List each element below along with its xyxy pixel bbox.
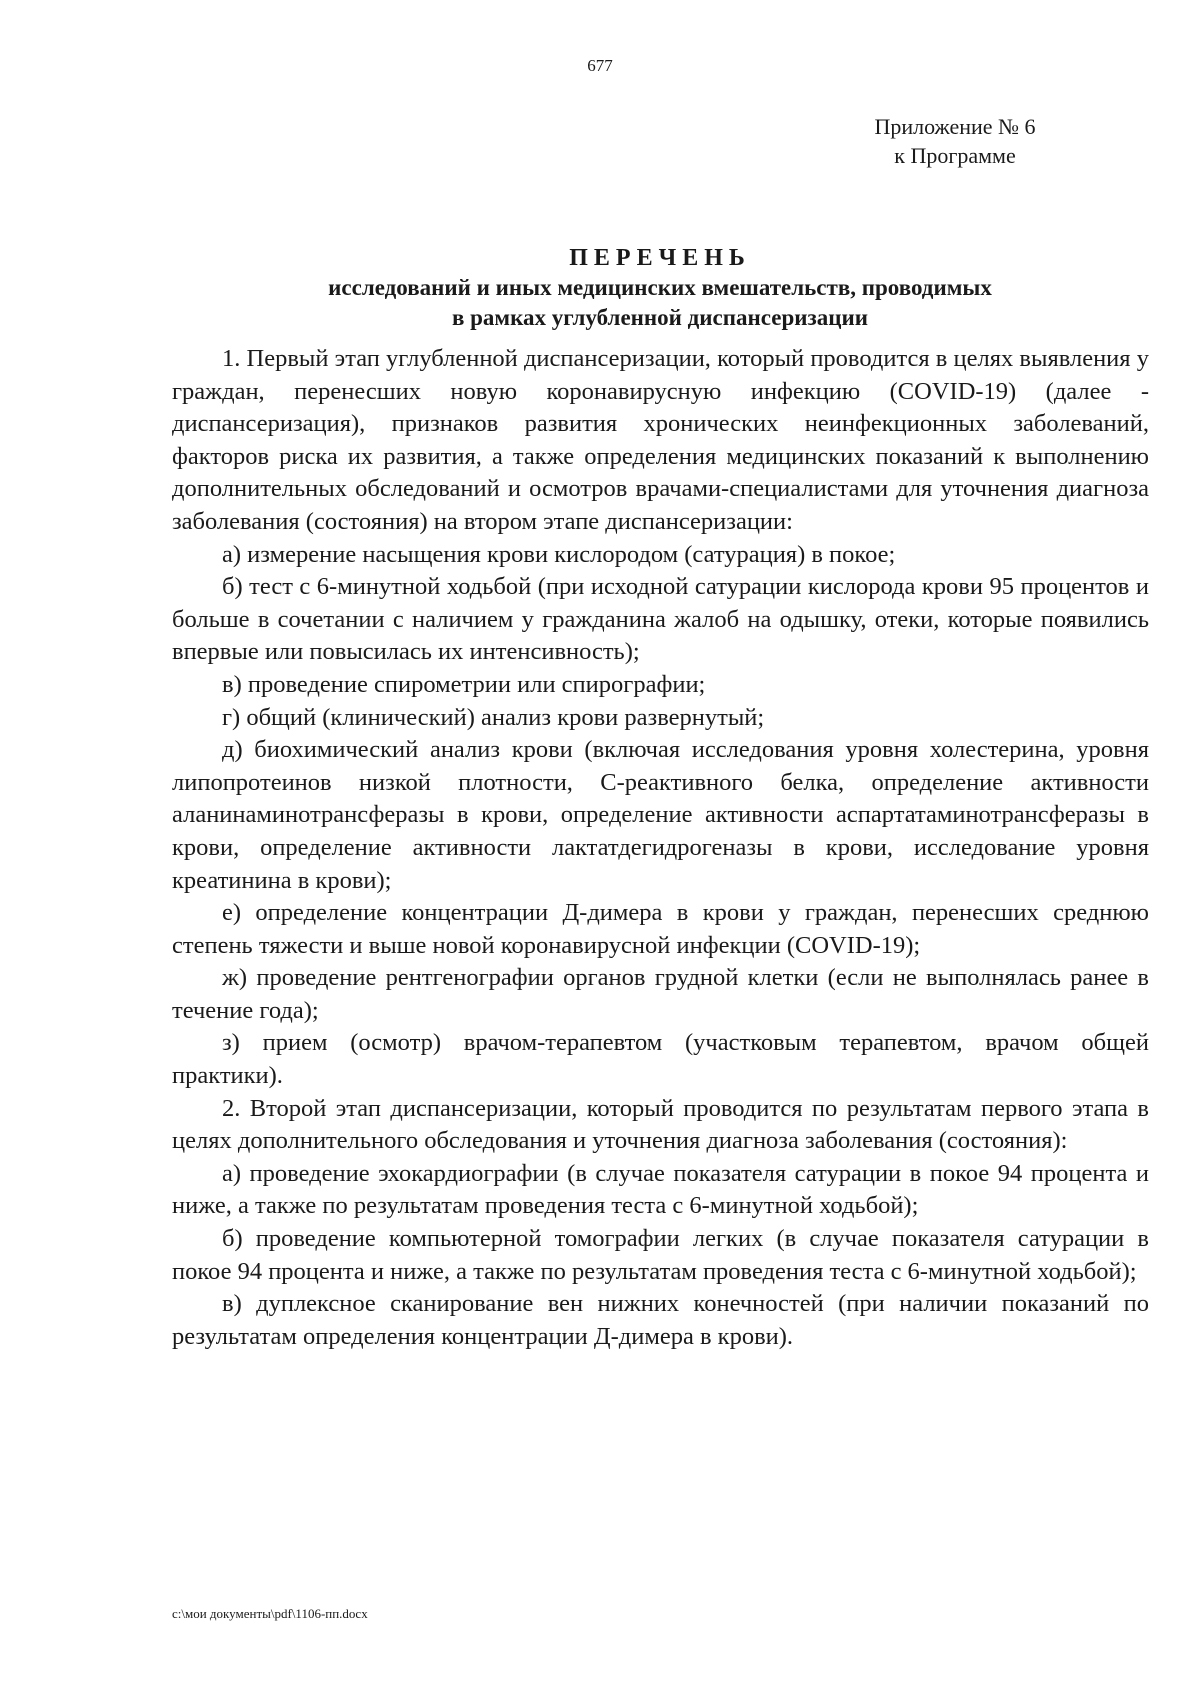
appendix-header	[840, 112, 1070, 170]
appendix-number: Приложение № 6	[874, 114, 1036, 139]
list-item-1g: г) общий (клинический) анализ крови развернутый;	[222, 703, 765, 731]
list-item-1v: в) проведение спирометрии или спирографии;	[222, 670, 706, 698]
title-subline-2: в рамках углубленной диспансеризации	[451, 305, 869, 330]
list-item-1zh: ж) проведение рентгенографии органов грудной клетки (если не выполнялась ранее в течение года);	[172, 964, 1149, 1024]
page-number: 677	[587, 56, 613, 75]
list-item-1d: д) биохимический анализ крови (включая исследования уровня холестерина, уровня липопротеинов низкой плотности, С-реактивного белка, определение активности аланинаминотрансферазы в крови, определение активности аспартатаминотрансферазы в крови, определение активности лактатдегидрогеназы в крови, исследование уровня креатинина в крови);	[172, 736, 1149, 894]
paragraph-stage-1: 1. Первый этап углубленной диспансеризации, который проводится в целях выявления у граждан, перенесших новую коронавирусную инфекцию (COVID-19) (далее - диспансеризация), признаков развития хронических неинфекционных заболеваний, факторов риска их развития, а также определения медицинских показаний к выполнению дополнительных обследований и осмотров врачами-специалистами для уточнения диагноза заболевания (состояния) на втором этапе диспансеризации:	[172, 345, 1149, 535]
list-item-1e: е) определение концентрации Д-димера в крови у граждан, перенесших среднюю степень тяжести и выше новой коронавирусной инфекции (COVID-19);	[172, 899, 1149, 959]
title-heading: ПЕРЕЧЕНЬ	[569, 245, 751, 271]
list-item-2b: б) проведение компьютерной томографии легких (в случае показателя сатурации в покое 94 процента и ниже, а также по результатам проведения теста с 6-минутной ходьбой);	[172, 1225, 1149, 1285]
title-subline-1: исследований и иных медицинских вмешательств, проводимых	[328, 275, 992, 300]
document-title	[170, 243, 1150, 333]
appendix-reference: к Программе	[894, 143, 1016, 168]
list-item-1b: б) тест с 6-минутной ходьбой (при исходной сатурации кислорода крови 95 процентов и больше в сочетании с наличием у гражданина жалоб на одышку, отеки, которые появились впервые или повысилась их интенсивность);	[172, 573, 1149, 666]
list-item-1z: з) прием (осмотр) врачом-терапевтом (участковым терапевтом, врачом общей практики).	[172, 1029, 1149, 1090]
list-item-2v: в) дуплексное сканирование вен нижних конечностей (при наличии показаний по результатам определения концентрации Д-димера в крови).	[172, 1290, 1149, 1350]
document-body	[172, 343, 1149, 1353]
list-item-2a: а) проведение эхокардиографии (в случае показателя сатурации в покое 94 процента и ниже, а также по результатам проведения теста с 6-минутной ходьбой);	[172, 1159, 1149, 1220]
list-item-1a: а) измерение насыщения крови кислородом (сатурация) в покое;	[222, 540, 896, 568]
paragraph-stage-2: 2. Второй этап диспансеризации, который проводится по результатам первого этапа в целях дополнительного обследования и уточнения диагноза заболевания (состояния):	[172, 1094, 1149, 1155]
footer-file-path: c:\мои документы\pdf\1106-пп.docx	[172, 1606, 368, 1621]
